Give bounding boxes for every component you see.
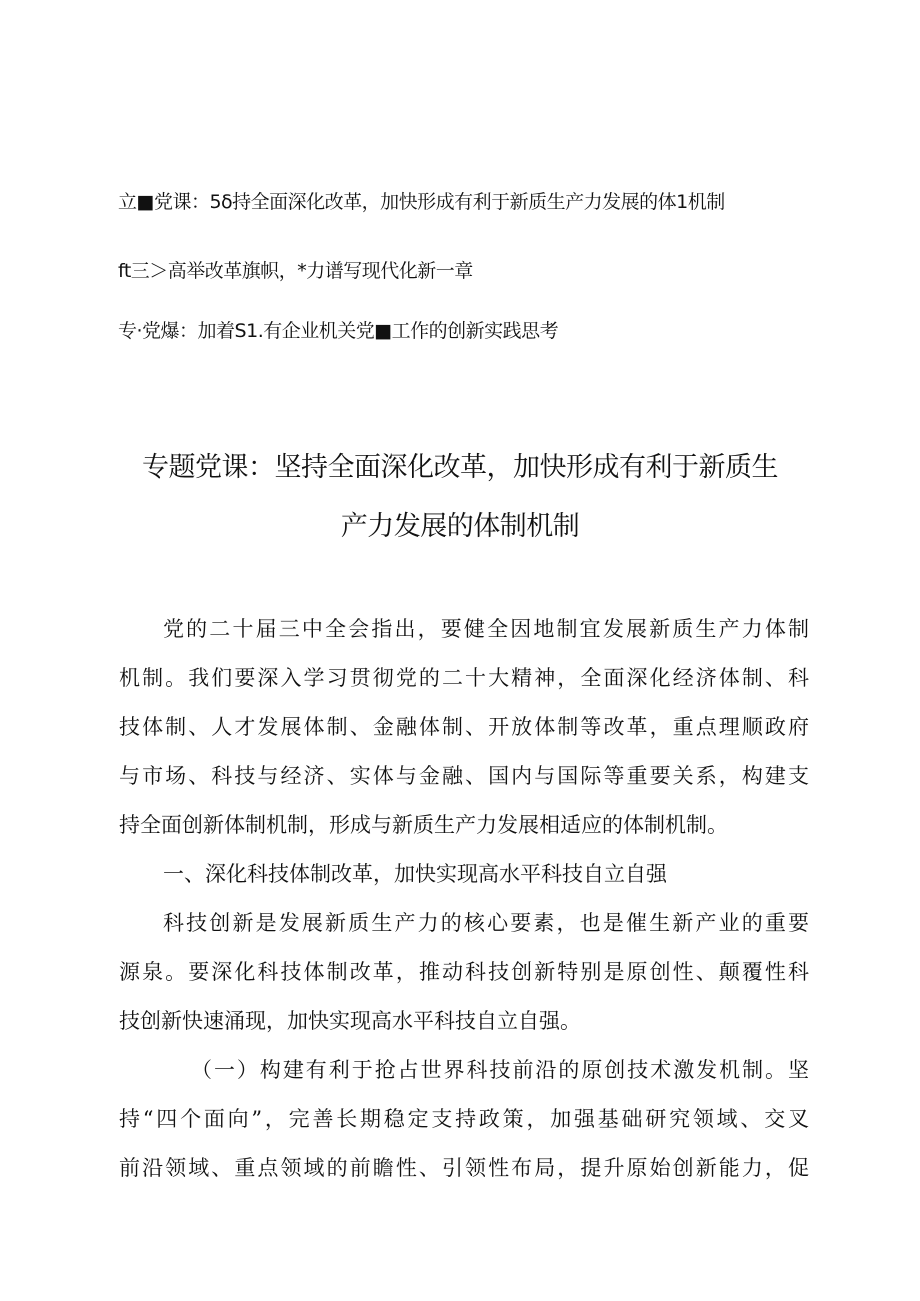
paragraph-3-line: （一）构建有利于抢占世界科技前沿的原创技术激发机制。坚: [191, 1058, 809, 1082]
toc-entry-1: 立■党课：5δ持全面深化改革，加快形成有利于新质生产力发展的体1机制: [118, 191, 725, 213]
paragraph-1-line: 持全面创新体制机制，形成与新质生产力发展相适应的体制机制。: [119, 813, 728, 837]
toc-entry-2: ft三＞高举改革旗帜，*力谱写现代化新一章: [118, 260, 473, 282]
paragraph-1-line: 技体制、人才发展体制、金融体制、开放体制等改革，重点理顺政府: [119, 715, 809, 739]
paragraph-2-line: 技创新快速涌现，加快实现高水平科技自立自强。: [119, 1009, 581, 1033]
toc-entry-3: 专·党爆：加着S1.有企业机关党■工作的创新实践思考: [118, 320, 559, 342]
paragraph-1-line: 与市场、科技与经济、实体与金融、国内与国际等重要关系，构建支: [119, 764, 809, 788]
document-title-line-2: 产力发展的体制机制: [340, 511, 580, 542]
section-heading-1: 一、深化科技体制改革，加快实现高水平科技自立自强: [163, 862, 667, 886]
paragraph-3-line: 前沿领域、重点领域的前瞻性、引领性布局，提升原始创新能力，促: [119, 1156, 809, 1180]
paragraph-3-line: 持“四个面向”，完善长期稳定支持政策，加强基础研究领域、交叉: [119, 1107, 809, 1131]
document-body: [119, 605, 809, 1193]
document-title-line-1: 专题党课：坚持全面深化改革，加快形成有利于新质生: [142, 452, 778, 483]
paragraph-1-line: 机制。我们要深入学习贯彻党的二十大精神，全面深化经济体制、科: [119, 666, 809, 690]
paragraph-2-line: 源泉。要深化科技体制改革，推动科技创新特别是原创性、颠覆性科: [119, 960, 809, 984]
paragraph-2-line: 科技创新是发展新质生产力的核心要素，也是催生新产业的重要: [163, 911, 809, 935]
paragraph-1-line: 党的二十届三中全会指出，要健全因地制宜发展新质生产力体制: [163, 617, 809, 641]
